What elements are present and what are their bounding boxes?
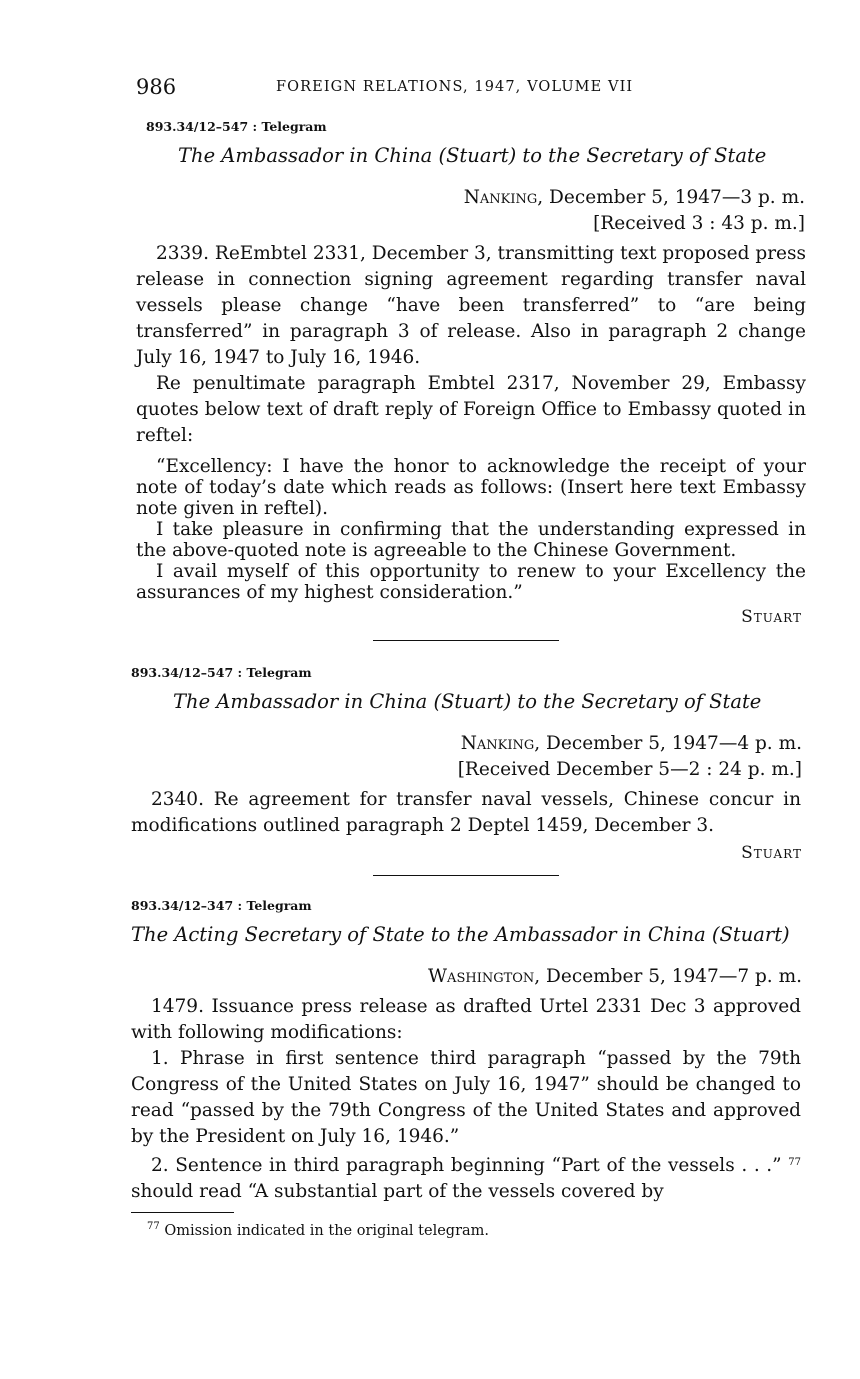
- footnote-divider: [131, 1212, 234, 1213]
- quote-paragraph: “Excellency: I have the honor to acknowledge the receipt of your note of today’s date which reads as follows: (Insert here text Embassy note given in reftel).: [136, 456, 806, 519]
- received-note: [Received 3 : 43 p. m.]: [593, 213, 805, 234]
- file-number: 893.34/12–547 : Telegram: [131, 665, 312, 680]
- dateline: [428, 966, 802, 987]
- footnote: [147, 1221, 489, 1239]
- body-paragraph: 1479. Issuance press release as drafted Urtel 2331 Dec 3 approved with following modifications:: [131, 996, 801, 1043]
- received-note: [Received December 5—2 : 24 p. m.]: [457, 759, 802, 780]
- section-divider: [373, 875, 559, 876]
- body-text-fragment: 2. Sentence in third paragraph beginning “Part of the vessels . . .”: [151, 1155, 782, 1176]
- body-paragraph: [131, 1150, 801, 1205]
- telegram-body: [136, 241, 806, 449]
- body-paragraph: Re penultimate paragraph Embtel 2317, November 29, Embassy quotes below text of draft reply of Foreign Office to Embassy quoted in reftel:: [136, 373, 806, 446]
- telegram-body: [131, 994, 801, 1205]
- dateline: [464, 187, 805, 208]
- quote-paragraph: I avail myself of this opportunity to renew to your Excellency the assurances of my highest consideration.”: [136, 561, 806, 603]
- page-number: 986: [136, 75, 177, 99]
- signature: Stuart: [741, 843, 802, 863]
- dateline-time: December 5, 1947—7 p. m.: [540, 966, 802, 987]
- body-text-fragment: should read “A substantial part of the vessels covered by: [131, 1181, 664, 1202]
- signature: Stuart: [741, 607, 802, 627]
- dateline: [461, 733, 802, 754]
- file-number: 893.34/12–347 : Telegram: [131, 898, 312, 913]
- dateline-time: December 5, 1947—3 p. m.: [543, 187, 805, 208]
- section-divider: [373, 640, 559, 641]
- footnote-text: Omission indicated in the original telegram.: [159, 1223, 490, 1239]
- dateline-place: Nanking,: [460, 733, 541, 754]
- document-title: The Ambassador in China (Stuart) to the Secretary of State: [173, 690, 762, 713]
- body-paragraph: 1. Phrase in first sentence third paragraph “passed by the 79th Congress of the United States on July 16, 1947” should be changed to read “passed by the 79th Congress of the United States and approved by the President on July 16, 1946.”: [131, 1048, 801, 1147]
- document-title: The Ambassador in China (Stuart) to the Secretary of State: [178, 144, 767, 167]
- body-paragraph: 2340. Re agreement for transfer naval vessels, Chinese concur in modifications outlined paragraph 2 Deptel 1459, December 3.: [131, 789, 801, 836]
- footnote-marker: 77: [147, 1221, 160, 1232]
- body-paragraph: 2339. ReEmbtel 2331, December 3, transmitting text proposed press release in connection signing agreement regarding transfer naval vessels please change “have been transferred” to “are being transferred” in paragraph 3 of release. Also in paragraph 2 change July 16, 1947 to July 16, 1946.: [136, 243, 806, 368]
- quoted-note: [136, 456, 806, 603]
- quote-paragraph: I take pleasure in confirming that the understanding expressed in the above-quoted note is agreeable to the Chinese Government.: [136, 519, 806, 561]
- document-title: The Acting Secretary of State to the Ambassador in China (Stuart): [131, 923, 790, 946]
- dateline-place: Washington,: [428, 966, 541, 987]
- file-number: 893.34/12–547 : Telegram: [146, 119, 327, 134]
- running-title: FOREIGN RELATIONS, 1947, VOLUME VII: [276, 79, 634, 95]
- dateline-place: Nanking,: [463, 187, 544, 208]
- dateline-time: December 5, 1947—4 p. m.: [540, 733, 802, 754]
- telegram-body: [131, 787, 801, 839]
- running-head: [136, 75, 806, 99]
- footnote-reference: 77: [788, 1157, 801, 1168]
